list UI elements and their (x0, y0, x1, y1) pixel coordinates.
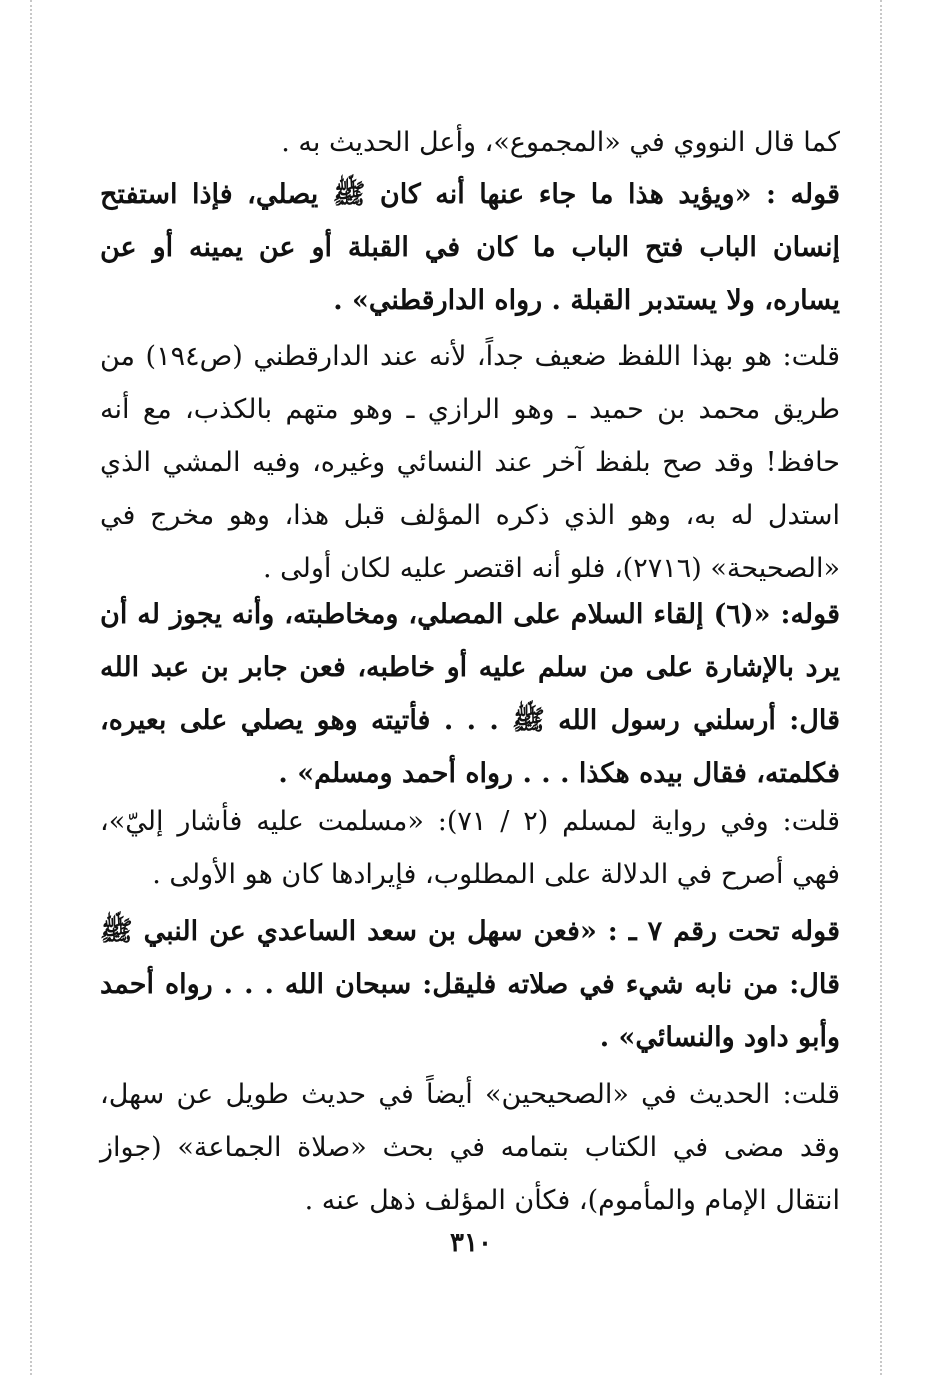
paragraph-1 (100, 116, 840, 169)
paragraph-6 (100, 905, 840, 1064)
paragraph-text: قوله: «(٦) إلقاء السلام على المصلي، ومخاطبته، وأنه يجوز له أن يرد بالإشارة على من سلم عليه أو خاطبه، فعن جابر بن عبد الله قال: أرسلني رسول الله ﷺ . . . فأتيته وهو يصلي على بعيره، فكلمته، فقال بيده هكذا . . . رواه أحمد ومسلم» . (100, 599, 840, 789)
paragraph-text: قلت: هو بهذا اللفظ ضعيف جداً، لأنه عند الدارقطني (ص١٩٤) من طريق محمد بن حميد ـ وهو الرازي ـ وهو متهم بالكذب، مع أنه حافظ! وقد صح بلفظ آخر عند النسائي وغيره، وفيه المشي الذي استدل له به، وهو الذي ذكره المؤلف قبل هذا، وهو مخرج في «الصحيحة» (٢٧١٦)، فلو أنه اقتصر عليه لكان أولى . (100, 341, 840, 584)
paragraph-7 (100, 1068, 840, 1227)
paragraph-2 (100, 168, 840, 327)
paragraph-text: قلت: وفي رواية لمسلم (٢ / ٧١): «مسلمت عليه فأشار إليّ»، فهي أصرح في الدلالة على المطلوب، فإيرادها كان هو الأولى . (100, 806, 841, 890)
paragraph-text: قوله : «ويؤيد هذا ما جاء عنها أنه كان ﷺ يصلي، فإذا استفتح إنسان الباب فتح الباب ما كان في القبلة أو عن يمينه أو عن يساره، ولا يستدبر القبلة . رواه الدارقطني» . (100, 179, 840, 316)
paragraph-3 (100, 330, 840, 595)
paragraph-text: قوله تحت رقم ٧ ـ : «فعن سهل بن سعد الساعدي عن النبي ﷺ قال: من نابه شيء في صلاته فليقل: سبحان الله . . . رواه أحمد وأبو داود والنسائي» . (100, 916, 840, 1053)
paragraph-text: قلت: الحديث في «الصحيحين» أيضاً في حديث طويل عن سهل، وقد مضى في الكتاب بتمامه في بحث «صلاة الجماعة» (جواز انتقال الإمام والمأموم)، فكأن المؤلف ذهل عنه . (100, 1079, 840, 1216)
paragraph-4 (100, 588, 840, 800)
paragraph-5 (100, 795, 840, 901)
scan-margin-left (30, 0, 32, 1375)
paragraph-text: كما قال النووي في «المجموع»، وأعل الحديث به . (281, 127, 840, 158)
page-number: ٣١٠ (450, 1228, 492, 1258)
scan-margin-right (880, 0, 882, 1375)
